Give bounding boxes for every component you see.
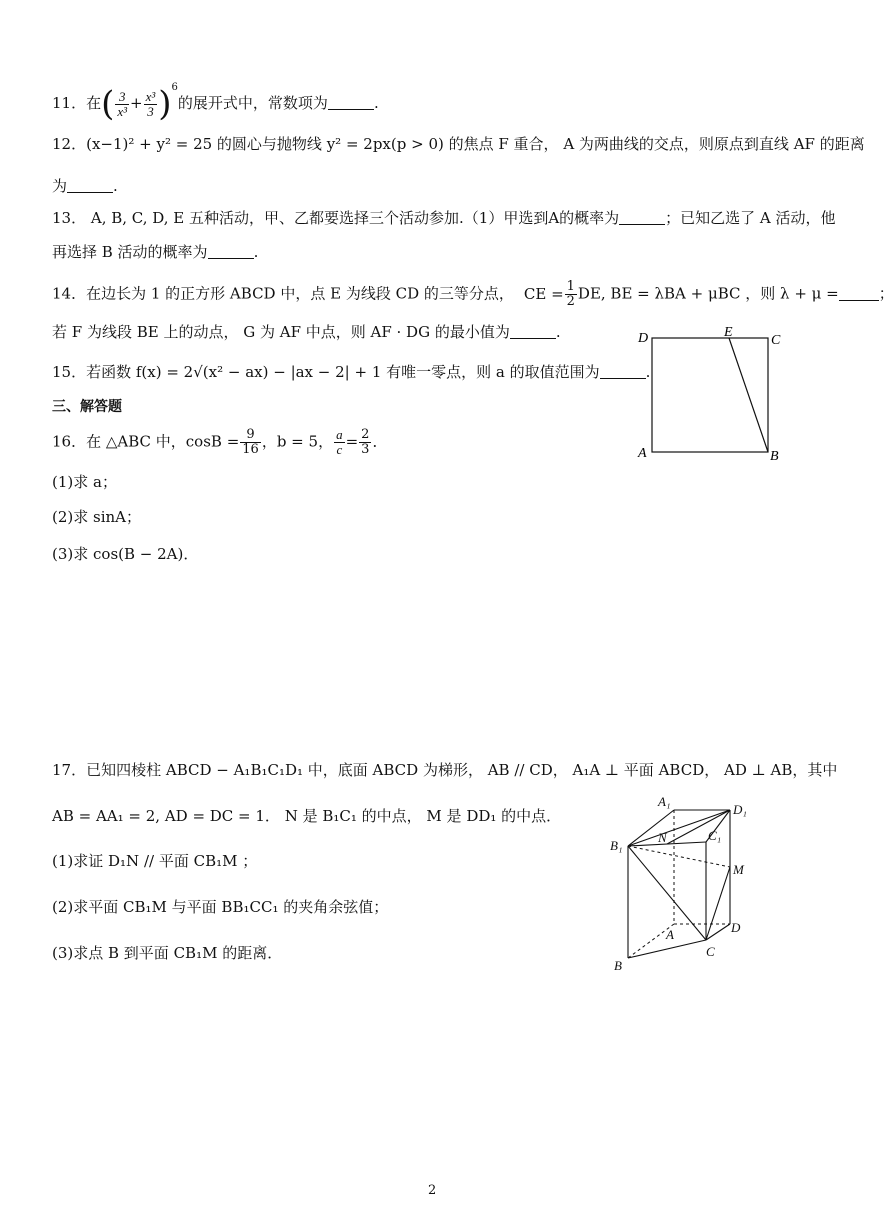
- q13-line1: 13． A, B, C, D, E 五种活动，甲、乙都要选择三个活动参加.（1）甲选到A的概率为: [52, 209, 620, 227]
- question-16: [52, 428, 387, 457]
- question-12-line2: [52, 176, 118, 196]
- answer-blank[interactable]: [67, 178, 113, 193]
- edge-cd: [706, 924, 730, 940]
- frac-den: 16: [242, 442, 259, 457]
- q14-line1: 14．在边长为 1 的正方形 ABCD 中，点 E 为线段 CD 的三等分点，: [52, 284, 514, 303]
- label-c: C: [706, 944, 715, 959]
- section-title: [52, 397, 122, 417]
- q16-part2-text: (2)求 sinA；: [52, 508, 142, 526]
- question-13-line2: [52, 242, 258, 262]
- label-a1: A₁: [658, 794, 671, 809]
- q16-part1: [52, 472, 117, 492]
- page-number: 2: [428, 1183, 437, 1198]
- frac-den: c: [336, 442, 343, 457]
- label-d1: D₁: [733, 802, 747, 817]
- q16-frac2: [334, 428, 345, 457]
- q14-line2: 若 F 为线段 BE 上的动点， G 为 AF 中点，则 AF · DG 的最小值为: [52, 323, 510, 341]
- answer-blank[interactable]: [208, 244, 254, 259]
- q17-line1: 17．已知四棱柱 ABCD − A₁B₁C₁D₁ 中，底面 ABCD 为梯形， AB // CD， A₁A ⊥ 平面 ABCD， AD ⊥ AB，其中: [52, 761, 838, 779]
- frac-num: 1: [566, 279, 575, 294]
- q14-rest: DE, BE = λBA + μBC ，则 λ + μ =: [577, 284, 839, 303]
- q12-line2: 为: [52, 177, 68, 195]
- period: .: [373, 94, 379, 112]
- question-14-line2: [52, 322, 561, 342]
- frac-num: 2: [361, 427, 370, 442]
- label-e: E: [724, 325, 733, 340]
- segment-eb: [729, 338, 768, 452]
- question-17: [52, 760, 837, 780]
- equals: =: [345, 432, 359, 451]
- answer-blank[interactable]: [619, 210, 665, 225]
- q11-frac1: [115, 90, 129, 119]
- q15-text: 15．若函数 f(x) = 2√(x² − ax) − |ax − 2| + 1 有唯一零点，则 a 的取值范围为: [52, 363, 600, 381]
- semicolon: ；: [878, 284, 894, 303]
- q16-frac3: [359, 428, 371, 457]
- question-14: [52, 280, 894, 309]
- q16-part2: [52, 507, 141, 527]
- q11-label: 11．在: [52, 94, 102, 112]
- question-12: [52, 134, 865, 154]
- frac-num: 3: [115, 90, 129, 105]
- q17-part3: [52, 943, 282, 963]
- square-figure: [630, 324, 790, 466]
- q14-ce: CE =: [523, 284, 564, 303]
- label-n: N: [658, 830, 667, 845]
- answer-blank[interactable]: [839, 286, 879, 301]
- q11-frac2: [144, 90, 158, 119]
- period: .: [645, 363, 651, 381]
- plus: +: [130, 94, 143, 112]
- label-b: B: [614, 958, 622, 973]
- period: ．: [372, 432, 388, 451]
- frac-den: 3: [147, 103, 154, 119]
- label-b: B: [770, 449, 779, 464]
- frac-num: 9: [240, 428, 261, 443]
- q17-part3-text: (3)求点 B 到平面 CB₁M 的距离．: [52, 944, 283, 962]
- question-17-line2: [52, 806, 561, 826]
- frac-num: a: [336, 427, 343, 442]
- q17-part2-text: (2)求平面 CB₁M 与平面 BB₁CC₁ 的夹角余弦值；: [52, 898, 389, 916]
- period: .: [555, 323, 561, 341]
- section-3-heading: 三、解答题: [52, 399, 122, 415]
- square-abcd: [652, 338, 768, 452]
- period: .: [253, 243, 259, 261]
- label-d: D: [731, 920, 741, 935]
- label-a: A: [666, 927, 674, 942]
- label-b1: B₁: [610, 838, 623, 853]
- q12-line1: 12．(x−1)² + y² = 25 的圆心与抛物线 y² = 2px(p > 0) 的焦点 F 重合， A 为两曲线的交点，则原点到直线 AF 的距离: [52, 135, 865, 153]
- q17-line2: AB = AA₁ = 2, AD = DC = 1． N 是 B₁C₁ 的中点， M 是 DD₁ 的中点．: [52, 807, 562, 825]
- q13-line2: 再选择 B 活动的概率为: [52, 243, 208, 261]
- frac-den: x³: [117, 103, 128, 119]
- period: .: [113, 177, 118, 195]
- label-c: C: [771, 333, 781, 348]
- label-c1: C₁: [708, 828, 722, 843]
- q16-line1: 16．在 △ABC 中，cosB =: [52, 432, 240, 451]
- q17-part1-text: (1)求证 D₁N // 平面 CB₁M ；: [52, 852, 258, 870]
- q17-part1: [52, 851, 257, 871]
- left-paren: (: [101, 84, 115, 124]
- q11-power: 6: [171, 82, 178, 93]
- edge-a1b1: [628, 810, 674, 846]
- q17-part2: [52, 897, 388, 917]
- q16-frac1: [240, 428, 261, 457]
- question-11: [52, 78, 379, 124]
- q13-mid: ；已知乙选了 A 活动，他: [665, 209, 836, 227]
- answer-blank[interactable]: [510, 324, 556, 339]
- frac-den: 3: [361, 442, 370, 457]
- question-15: [52, 362, 650, 382]
- answer-blank[interactable]: [328, 95, 374, 110]
- q16-part3: [52, 544, 198, 564]
- frac-num: x³: [145, 88, 156, 104]
- q16-part3-text: (3)求 cos(B − 2A)．: [52, 545, 199, 563]
- q11-tail: 的展开式中，常数项为: [177, 94, 328, 112]
- label-d: D: [638, 331, 649, 346]
- label-a: A: [638, 446, 647, 461]
- segment-cm: [706, 867, 730, 940]
- question-13: [52, 208, 836, 228]
- right-paren: ): [158, 84, 172, 124]
- q14-frac: [565, 280, 577, 309]
- prism-figure: [606, 790, 766, 974]
- label-m: M: [733, 862, 744, 877]
- q16-mid: ，b = 5，: [261, 432, 334, 451]
- frac-den: 2: [566, 294, 575, 309]
- q16-part1-text: (1)求 a；: [52, 473, 117, 491]
